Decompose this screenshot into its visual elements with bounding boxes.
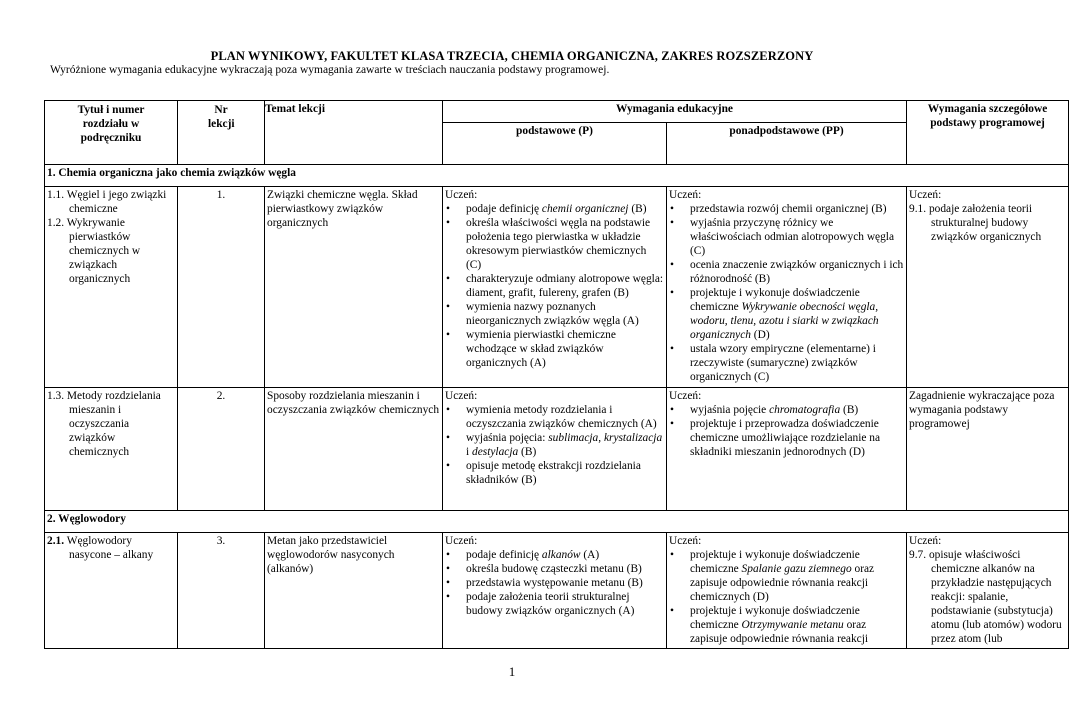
chapter-number: 2.1. xyxy=(47,535,65,547)
section-title: 2. Węglowodory xyxy=(45,511,1069,533)
detailed-requirements xyxy=(907,187,1069,388)
chapter-item: 1.2. Wykrywanie pierwiastków chemicznych w związkach organicznych xyxy=(47,217,141,285)
chapter-item: 1.3. Metody rozdzielania mieszanin i oczyszczania związków chemicznych xyxy=(47,390,161,458)
basic-requirements xyxy=(443,533,667,649)
detailed-note: Zagadnienie wykraczające poza wymagania podstawy programowej xyxy=(907,388,1069,511)
basic-requirements xyxy=(443,187,667,388)
requirement-item: • przedstawia występowanie metanu (B) xyxy=(446,577,643,589)
document-subtitle: Wyróżnione wymagania edukacyjne wykraczają poza wymagania zawarte w treściach nauczania podstawy programowej. xyxy=(50,64,610,76)
advanced-requirements xyxy=(667,187,907,388)
header-topic-label: Temat lekcji xyxy=(265,103,326,115)
requirement-item: • projektuje i wykonuje doświadczenie chemiczne Spalanie gazu ziemnego oraz zapisuje odpowiednie równania reakcji chemicznych (D) xyxy=(670,549,875,603)
basic-requirements xyxy=(443,388,667,511)
requirement-item: • przedstawia rozwój chemii organicznej (B) xyxy=(670,203,887,215)
advanced-requirements xyxy=(667,533,907,649)
lesson-number: 2. xyxy=(178,388,265,511)
requirement-item: • określa budowę cząsteczki metanu (B) xyxy=(446,563,642,575)
requirement-item: • wymienia nazwy poznanych nieorganicznych związków węgla (A) xyxy=(446,301,639,327)
advanced-intro: Uczeń: xyxy=(669,390,702,402)
requirement-item: • projektuje i wykonuje doświadczenie chemiczne Otrzymywanie metanu oraz zapisuje odpowiednie równania reakcji xyxy=(670,605,869,645)
basic-intro: Uczeń: xyxy=(445,189,478,201)
detailed-intro: Uczeń: xyxy=(909,189,942,201)
lesson-topic: Metan jako przedstawiciel węglowodorów nasyconych (alkanów) xyxy=(265,533,443,649)
section-title: 1. Chemia organiczna jako chemia związków węgla xyxy=(45,165,1069,187)
chapter-item: 1.1. Węgiel i jego związki chemiczne xyxy=(47,189,167,215)
requirement-item: • wyjaśnia pojęcia: sublimacja, krystalizacja i destylacja (B) xyxy=(446,432,663,458)
header-detailed: Wymagania szczegółowe podstawy programowej xyxy=(907,101,1069,165)
lesson-number: 1. xyxy=(178,187,265,388)
requirement-item: • ocenia znaczenie związków organicznych i ich różnorodność (B) xyxy=(670,259,904,285)
lesson-number: 3. xyxy=(178,533,265,649)
requirement-item: • opisuje metodę ekstrakcji rozdzielania składników (B) xyxy=(446,460,641,486)
chapter-cell xyxy=(45,187,178,388)
detailed-item: 9.1. podaje założenia teorii strukturalnej budowy związków organicznych xyxy=(909,203,1042,243)
requirement-item: • projektuje i wykonuje doświadczenie chemiczne Wykrywanie obecności węgla, wodoru, tlenu, azotu i siarki w związkach organicznych (D) xyxy=(670,287,879,341)
header-advanced: ponadpodstawowe (PP) xyxy=(667,123,907,165)
chapter-cell xyxy=(45,388,178,511)
requirement-item: • ustala wzory empiryczne (elementarne) i rzeczywiste (sumaryczne) związków organicznych (C) xyxy=(670,343,876,383)
header-lesson-number: Nr lekcji xyxy=(178,101,265,165)
requirement-item: • charakteryzuje odmiany alotropowe węgla: diament, grafit, fulereny, grafen (B) xyxy=(446,273,664,299)
requirement-item: • projektuje i przeprowadza doświadczenie chemiczne umożliwiające rozdzielanie na składniki mieszanin jednorodnych (D) xyxy=(670,418,881,458)
lesson-topic: Sposoby rozdzielania mieszanin i oczyszczania związków chemicznych xyxy=(265,388,443,511)
requirement-item: • wymienia pierwiastki chemiczne wchodzące w skład związków organicznych (A) xyxy=(446,329,616,369)
chapter-text: Węglowodory nasycone – alkany xyxy=(66,535,154,561)
requirement-item: • określa właściwości węgla na podstawie położenia tego pierwiastka w układzie okresowym pierwiastków chemicznych (C) xyxy=(446,217,651,271)
chapter-cell xyxy=(45,533,178,649)
requirement-item: • wyjaśnia przyczynę różnicy we właściwościach odmian alotropowych węgla (C) xyxy=(670,217,895,257)
requirement-item: • podaje definicję alkanów (A) xyxy=(446,549,600,561)
requirement-item: • podaje założenia teorii strukturalnej budowy związków organicznych (A) xyxy=(446,591,635,617)
detailed-item: 9.7. opisuje właściwości chemiczne alkanów na przykładzie następujących reakcji: spalanie, podstawianie (substytucja) atomu (lub atomów) wodoru przez atom (lub xyxy=(909,549,1062,645)
basic-intro: Uczeń: xyxy=(445,390,478,402)
requirement-item: • wymienia metody rozdzielania i oczyszczania związków chemicznych (A) xyxy=(446,404,657,430)
header-chapter: Tytuł i numer rozdziału w podręczniku xyxy=(45,101,178,165)
requirement-item: • podaje definicję chemii organicznej (B) xyxy=(446,203,647,215)
advanced-requirements xyxy=(667,388,907,511)
lesson-topic: Związki chemiczne węgla. Skład pierwiastkowy związków organicznych xyxy=(265,187,443,388)
header-basic: podstawowe (P) xyxy=(443,123,667,165)
basic-intro: Uczeń: xyxy=(445,535,478,547)
requirement-item: • wyjaśnia pojęcie chromatografia (B) xyxy=(670,404,859,416)
detailed-intro: Uczeń: xyxy=(909,535,942,547)
detailed-requirements xyxy=(907,533,1069,649)
document-title: PLAN WYNIKOWY, FAKULTET KLASA TRZECIA, CHEMIA ORGANICZNA, ZAKRES ROZSZERZONY xyxy=(210,49,814,63)
chapter-item xyxy=(47,534,175,562)
requirements-table xyxy=(44,100,1069,649)
advanced-intro: Uczeń: xyxy=(669,189,702,201)
header-topic xyxy=(265,101,443,165)
advanced-intro: Uczeń: xyxy=(669,535,702,547)
header-requirements: Wymagania edukacyjne xyxy=(443,101,907,123)
page-number: 1 xyxy=(508,664,516,679)
